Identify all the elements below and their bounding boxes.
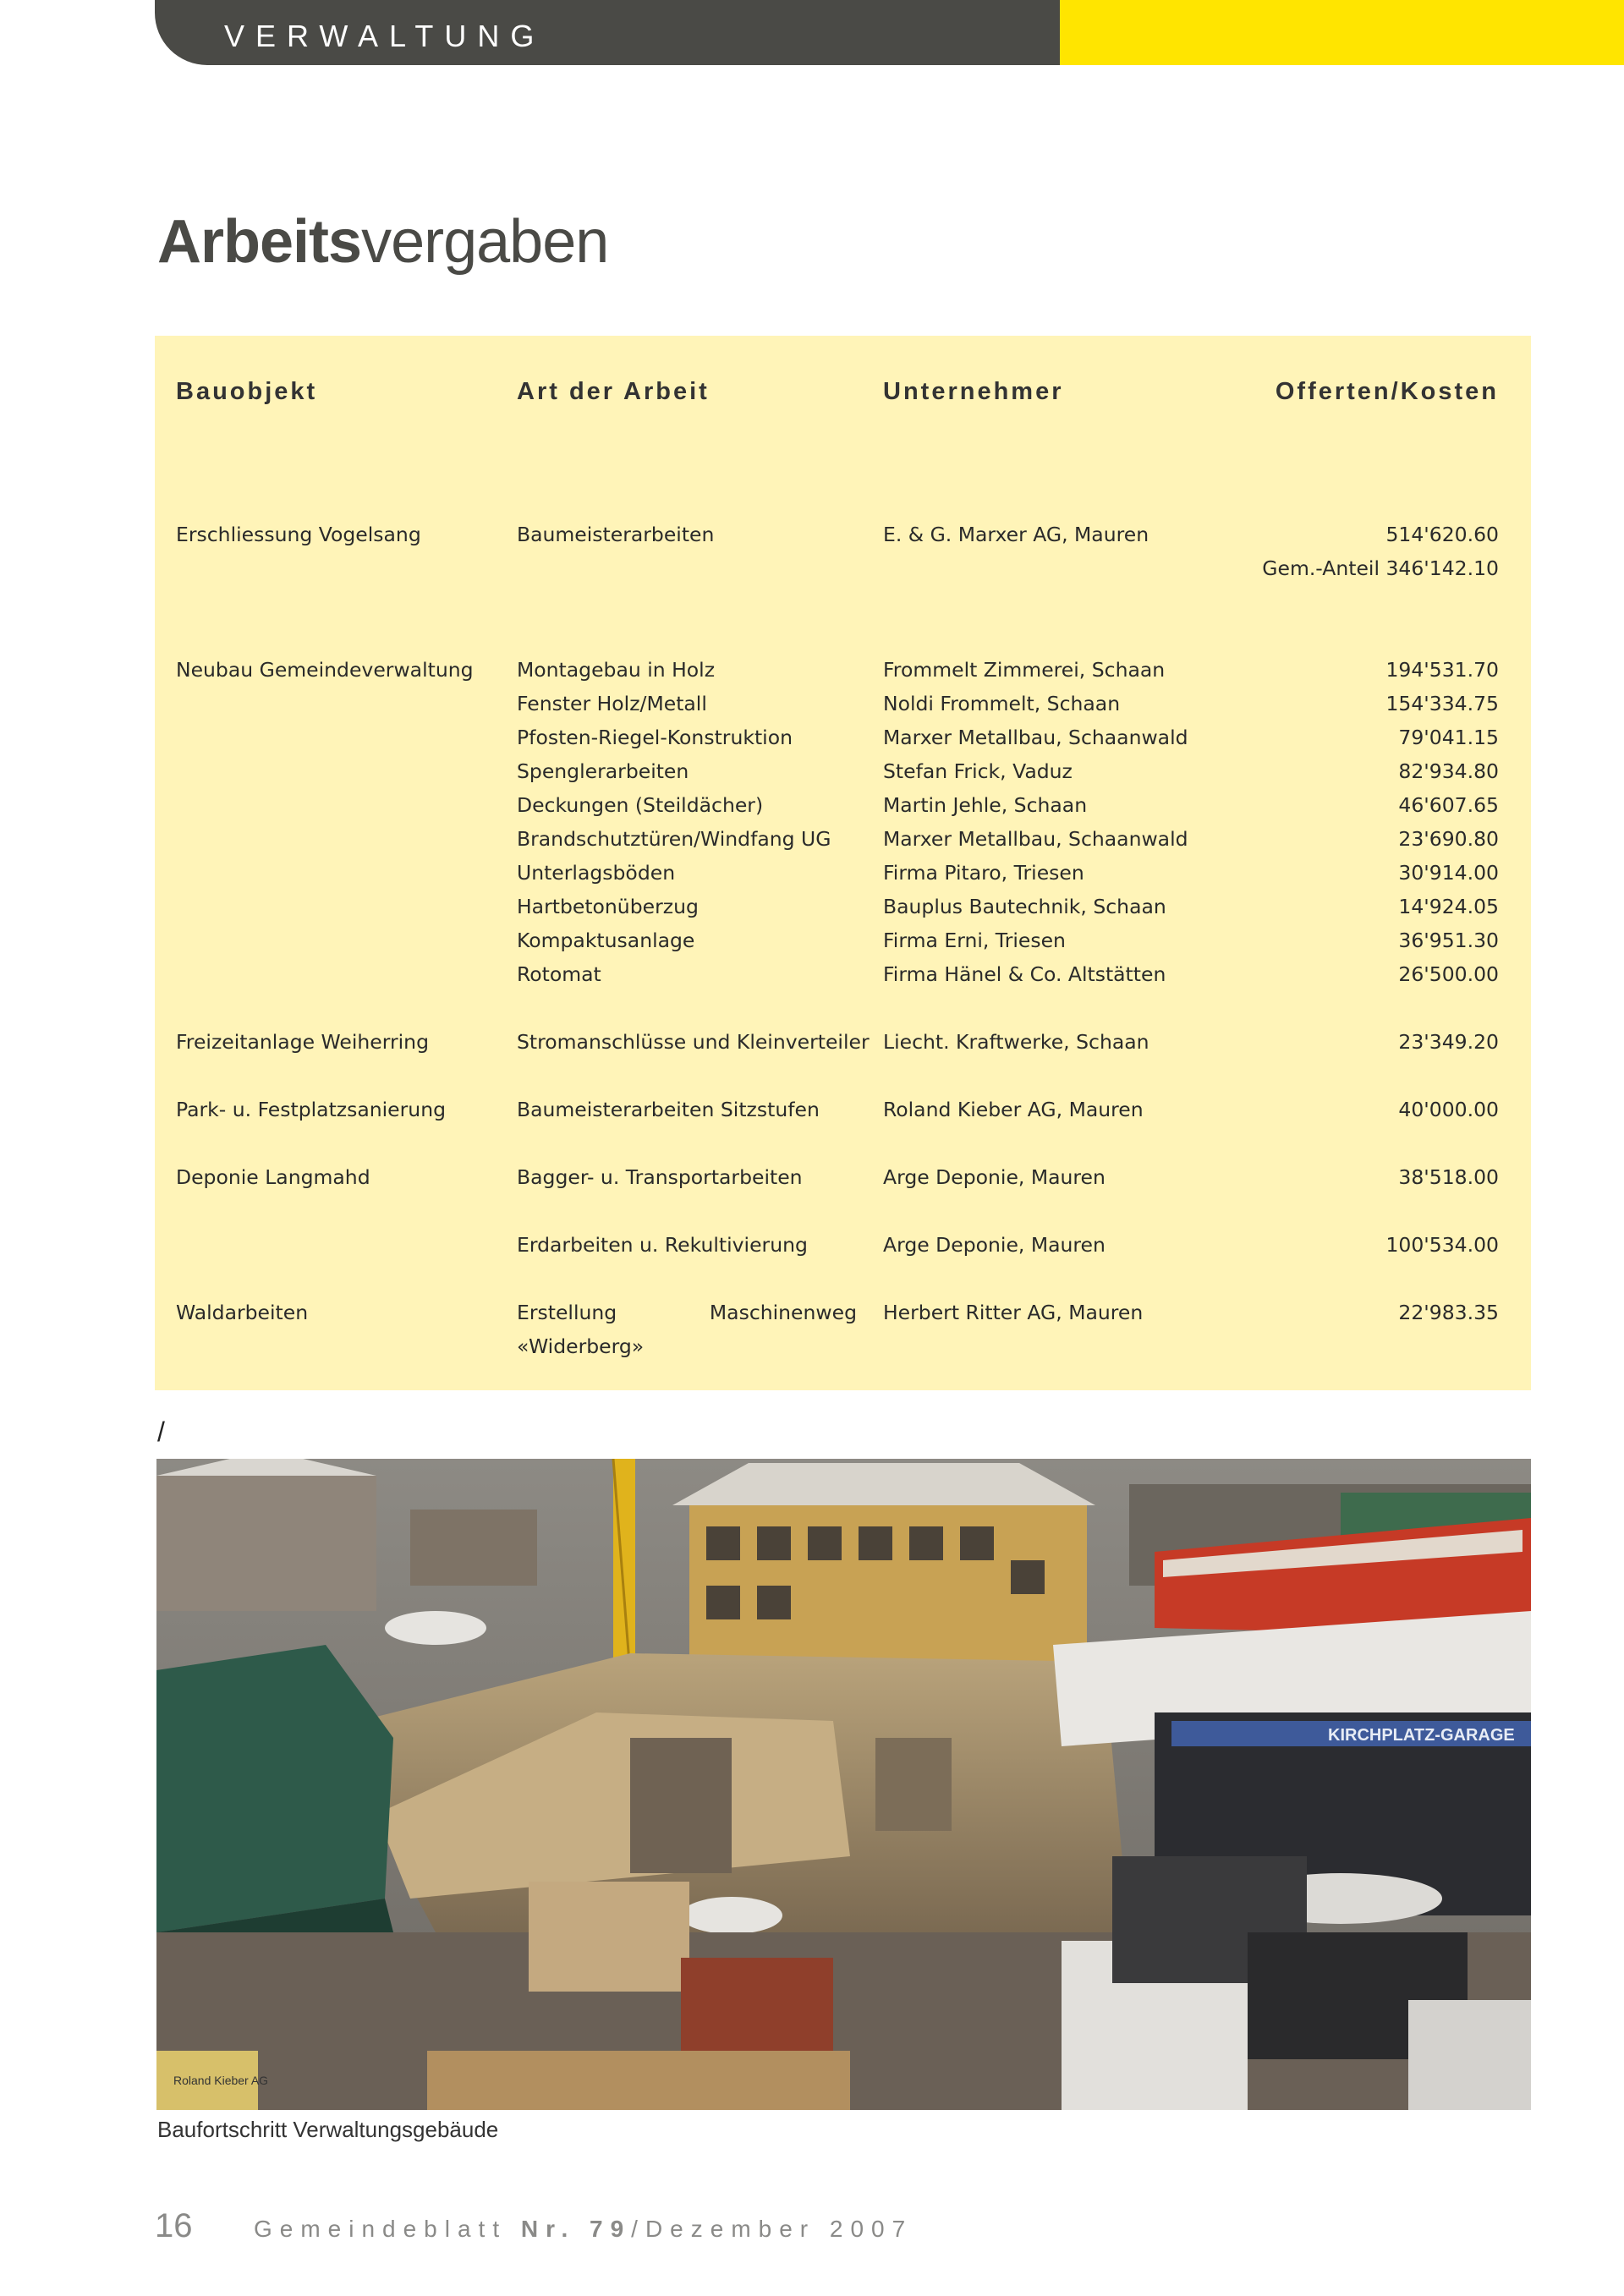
table-cell-art-der-arbeit: Hartbetonüberzug (517, 895, 699, 918)
table-cell-unternehmer: Marxer Metallbau, Schaanwald (883, 827, 1188, 851)
table-cell-unternehmer: Firma Erni, Triesen (883, 929, 1066, 952)
table-cell-art-der-arbeit: Kompaktusanlage (517, 929, 695, 952)
table-cell-unternehmer: Roland Kieber AG, Mauren (883, 1098, 1144, 1121)
footer-date: /Dezember 2007 (631, 2216, 914, 2242)
slash-mark: / (157, 1417, 165, 1447)
contracts-table (155, 336, 1531, 1390)
footer-issue: Nr. 79 (520, 2216, 632, 2242)
page-title-bold: Arbeits (157, 208, 362, 276)
table-cell-bauobjekt: Waldarbeiten (176, 1301, 309, 1324)
table-cell-art-der-arbeit: Erstellung Maschinenweg «Widerberg» (517, 1301, 857, 1358)
table-cell-art-der-arbeit: Baumeisterarbeiten (517, 523, 715, 546)
yellow-building (672, 1463, 1095, 1670)
table-cell-art-der-arbeit: Pfosten-Riegel-Konstruktion (517, 726, 793, 749)
construction-site-photo (156, 1459, 1531, 2110)
column-header-unternehmer: Unternehmer (883, 378, 1064, 405)
table-cell-art-der-arbeit: Baumeisterarbeiten Sitzstufen (517, 1098, 820, 1121)
table-cell-kosten: 38'518.00 (1398, 1165, 1499, 1189)
table-cell-unternehmer: Liecht. Kraftwerke, Schaan (883, 1030, 1149, 1054)
table-cell-kosten: 79'041.15 (1398, 726, 1499, 749)
table-cell-unternehmer: Firma Hänel & Co. Altstätten (883, 962, 1166, 986)
table-cell-art-der-arbeit: Bagger- u. Transportarbeiten (517, 1165, 803, 1189)
table-cell-unternehmer: Marxer Metallbau, Schaanwald (883, 726, 1188, 749)
table-cell-art-der-arbeit: Fenster Holz/Metall (517, 692, 707, 715)
table-cell-kosten: 22'983.35 (1398, 1301, 1499, 1324)
table-cell-bauobjekt: Deponie Langmahd (176, 1165, 370, 1189)
site-board-text: Roland Kieber AG (173, 2074, 269, 2087)
table-cell-art-der-arbeit: Unterlagsböden (517, 861, 676, 885)
table-cell-art-der-arbeit: Rotomat (517, 962, 601, 986)
table-cell-kosten: 100'534.00 (1385, 1233, 1499, 1257)
table-cell-kosten: 26'500.00 (1398, 962, 1499, 986)
table-cell-kosten: 154'334.75 (1385, 692, 1499, 715)
table-cell-unternehmer: Herbert Ritter AG, Mauren (883, 1301, 1144, 1324)
table-cell-kosten-note: Gem.-Anteil 346'142.10 (1262, 556, 1499, 580)
table-cell-kosten: 14'924.05 (1398, 895, 1499, 918)
table-cell-bauobjekt: Park- u. Festplatzsanierung (176, 1098, 447, 1121)
table-cell-kosten: 23'349.20 (1398, 1030, 1499, 1054)
column-header-bauobjekt: Bauobjekt (176, 378, 318, 405)
table-cell-kosten: 82'934.80 (1398, 759, 1499, 783)
footer-publication-name: Gemeindeblatt (254, 2216, 508, 2242)
section-label: VERWALTUNG (224, 19, 546, 53)
photo-caption: Baufortschritt Verwaltungsgebäude (157, 2117, 499, 2142)
section-header-bar (155, 0, 1060, 65)
table-cell-unternehmer: E. & G. Marxer AG, Mauren (883, 523, 1149, 546)
table-cell-bauobjekt: Neubau Gemeindeverwaltung (176, 658, 474, 682)
table-cell-unternehmer: Stefan Frick, Vaduz (883, 759, 1073, 783)
table-cell-kosten: 30'914.00 (1398, 861, 1499, 885)
table-cell-art-der-arbeit: Deckungen (Steildächer) (517, 793, 764, 817)
table-cell-unternehmer: Firma Pitaro, Triesen (883, 861, 1084, 885)
table-cell-art-der-arbeit: Stromanschlüsse und Kleinverteiler (517, 1030, 870, 1054)
header-accent-bar (1060, 0, 1624, 65)
table-cell-unternehmer: Arge Deponie, Mauren (883, 1233, 1106, 1257)
table-cell-kosten: 514'620.60 (1385, 523, 1499, 546)
table-cell-unternehmer: Bauplus Bautechnik, Schaan (883, 895, 1166, 918)
table-cell-art-der-arbeit: Montagebau in Holz (517, 658, 716, 682)
table-cell-bauobjekt: Erschliessung Vogelsang (176, 523, 421, 546)
footer-publication (254, 2216, 913, 2243)
table-cell-kosten: 40'000.00 (1398, 1098, 1499, 1121)
table-cell-art-der-arbeit: Spenglerarbeiten (517, 759, 689, 783)
column-header-art-der-arbeit: Art der Arbeit (517, 378, 710, 405)
table-cell-art-der-arbeit: Erdarbeiten u. Rekultivierung (517, 1233, 808, 1257)
table-cell-kosten: 36'951.30 (1398, 929, 1499, 952)
page-title (157, 207, 608, 277)
table-cell-unternehmer: Frommelt Zimmerei, Schaan (883, 658, 1166, 682)
column-header-kosten: Offerten/Kosten (1275, 378, 1499, 405)
table-cell-unternehmer: Arge Deponie, Mauren (883, 1165, 1106, 1189)
garage-sign-text: KIRCHPLATZ-GARAGE (1328, 1726, 1515, 1745)
table-cell-bauobjekt: Freizeitanlage Weiherring (176, 1030, 429, 1054)
table-cell-kosten: 23'690.80 (1398, 827, 1499, 851)
table-cell-kosten: 46'607.65 (1398, 793, 1499, 817)
table-cell-art-der-arbeit: Brandschutztüren/Windfang UG (517, 827, 831, 851)
page-number: 16 (155, 2207, 193, 2244)
page-title-regular: vergaben (361, 208, 609, 276)
table-cell-kosten: 194'531.70 (1385, 658, 1499, 682)
table-cell-unternehmer: Martin Jehle, Schaan (883, 793, 1088, 817)
table-cell-unternehmer: Noldi Frommelt, Schaan (883, 692, 1121, 715)
